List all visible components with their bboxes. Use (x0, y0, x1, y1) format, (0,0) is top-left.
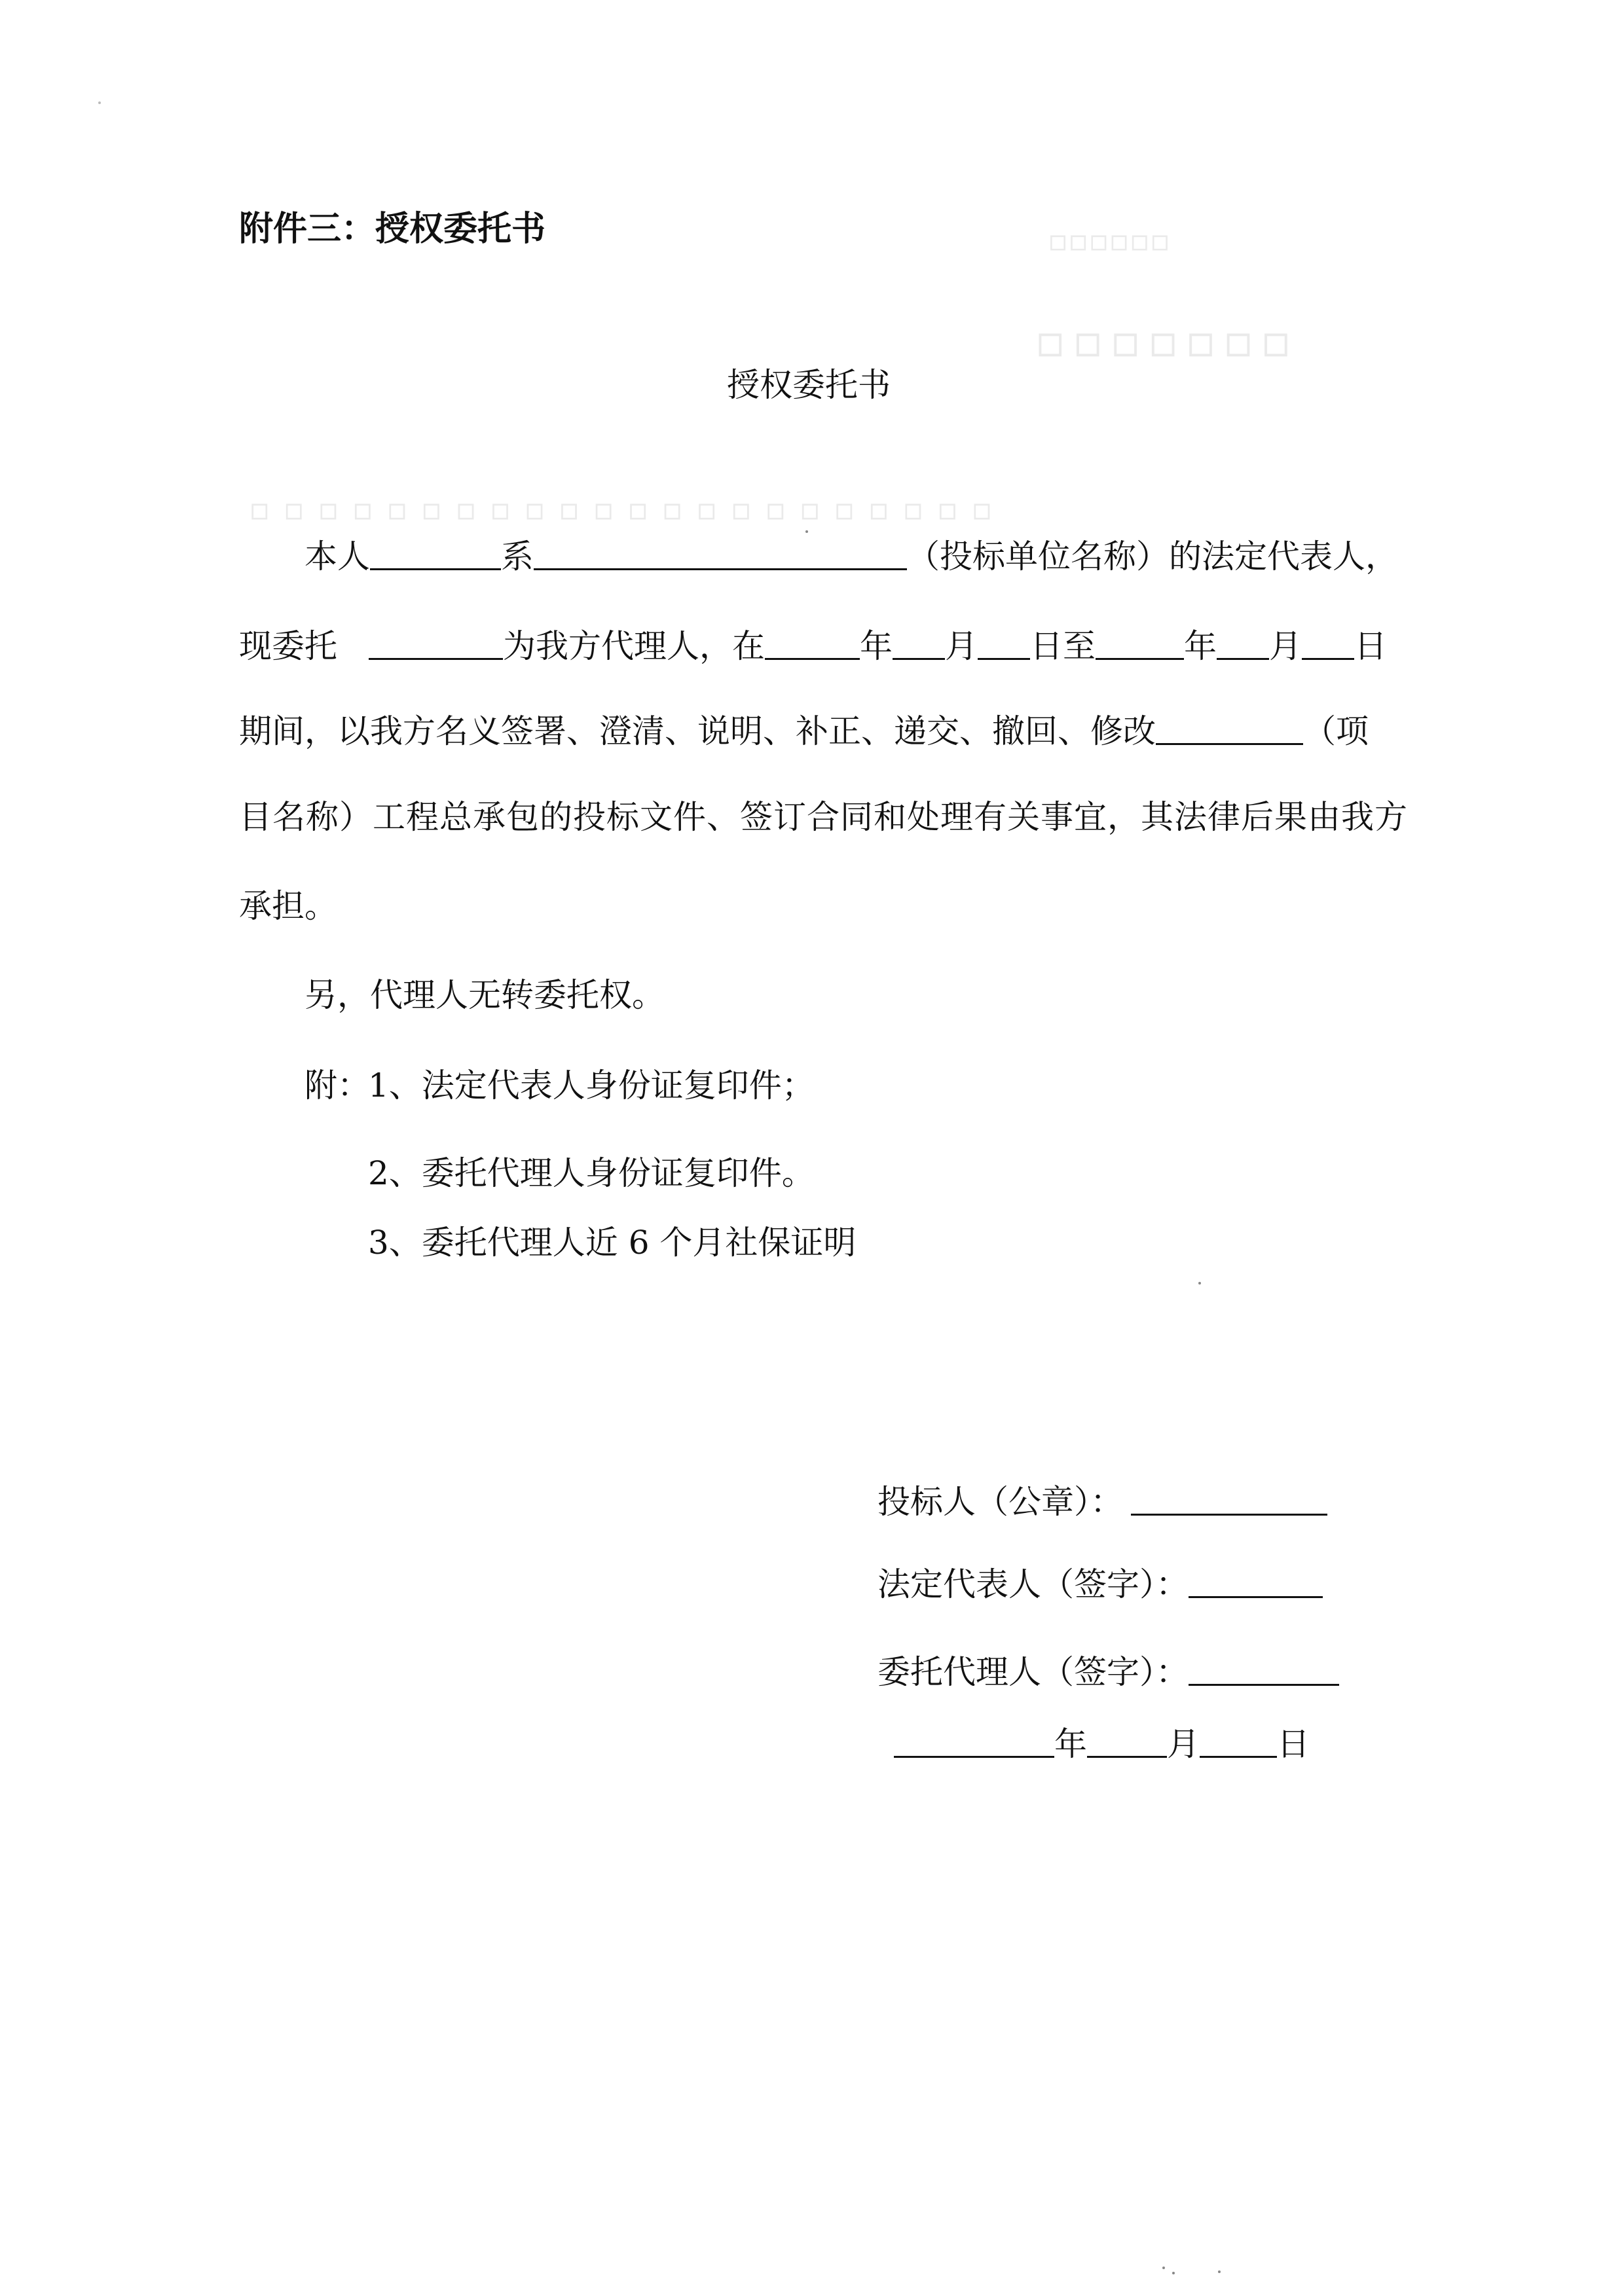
scan-speck (805, 530, 808, 533)
end-day-blank[interactable] (1302, 632, 1354, 660)
text-month: 月 (1269, 627, 1302, 665)
end-month-blank[interactable] (1217, 632, 1269, 660)
end-year-blank[interactable] (1096, 632, 1184, 660)
text-entrust: 现委托 (239, 627, 337, 665)
agent-signature-blank[interactable] (1189, 1658, 1339, 1686)
name-blank[interactable] (370, 542, 501, 570)
attachments-label: 附： (304, 1066, 370, 1104)
text-year: 年 (1054, 1725, 1087, 1763)
document-title: 授权委托书 (727, 366, 891, 404)
attachment-item: 3、委托代理人近 6 个月社保证明 (368, 1224, 857, 1262)
agent-label: 委托代理人（签字）： (877, 1653, 1189, 1691)
attachment-item: 2、委托代理人身份证复印件。 (368, 1154, 815, 1192)
text-company-note: （投标单位名称）的法定代表人， (907, 538, 1398, 575)
text-month: 月 (945, 627, 978, 665)
text-month: 月 (1167, 1725, 1200, 1763)
legal-rep-label: 法定代表人（签字）： (877, 1565, 1189, 1603)
sign-year-blank[interactable] (894, 1730, 1054, 1758)
text-year: 年 (1184, 627, 1217, 665)
bidder-label: 投标人（公章）： (877, 1483, 1123, 1521)
text-of: 系 (501, 538, 534, 575)
body-line-1 (304, 536, 1398, 577)
sign-day-blank[interactable] (1200, 1730, 1277, 1758)
signature-bidder (877, 1481, 1327, 1523)
start-year-blank[interactable] (765, 632, 860, 660)
signature-agent (877, 1651, 1339, 1693)
body-line-4: 目名称）工程总承包的投标文件、签订合同和处理有关事宜，其法律后果由我方 (239, 798, 1408, 836)
scan-speck (98, 101, 101, 104)
company-blank[interactable] (534, 542, 907, 570)
text-agent-role: 为我方代理人，在 (503, 627, 765, 665)
agent-blank[interactable] (369, 632, 503, 660)
scan-speck (1198, 1282, 1201, 1285)
scan-speck (1162, 2267, 1165, 2269)
attachment-item: 1、法定代表人身份证复印件； (368, 1066, 815, 1104)
bleed-through-text: ▫▫▫▫▫▫▫▫▫▫▫▫▫▫▫▫▫▫▫▫▫▫ (249, 491, 1006, 528)
attachment-heading: 附件三：授权委托书 (239, 209, 546, 249)
body-line-3 (239, 710, 1369, 752)
text-day-to: 日至 (1030, 627, 1096, 665)
body-line-2 (239, 625, 1387, 667)
signature-legal-rep (877, 1563, 1323, 1605)
scan-speck (1218, 2270, 1221, 2273)
signature-date (894, 1723, 1310, 1765)
legal-rep-signature-blank[interactable] (1189, 1570, 1323, 1598)
text-project-note: （项 (1303, 712, 1369, 750)
bleed-through-text: ▫▫▫▫▫▫ (1048, 223, 1171, 258)
text-authority: 期间，以我方名义签署、澄清、说明、补正、递交、撤回、修改 (239, 712, 1156, 750)
text-year: 年 (860, 627, 893, 665)
sign-month-blank[interactable] (1087, 1730, 1167, 1758)
no-subdelegation-note: 另，代理人无转委托权。 (304, 976, 665, 1014)
scan-speck (1172, 2272, 1175, 2274)
bidder-seal-blank[interactable] (1131, 1487, 1327, 1516)
text-principal: 本人 (304, 538, 370, 575)
start-month-blank[interactable] (893, 632, 945, 660)
text-day: 日 (1277, 1725, 1310, 1763)
text-day: 日 (1354, 627, 1387, 665)
project-name-blank[interactable] (1156, 717, 1303, 745)
start-day-blank[interactable] (978, 632, 1030, 660)
bleed-through-text: ▫▫▫▫▫▫▫ (1035, 314, 1299, 368)
body-line-5: 承担。 (239, 887, 337, 925)
